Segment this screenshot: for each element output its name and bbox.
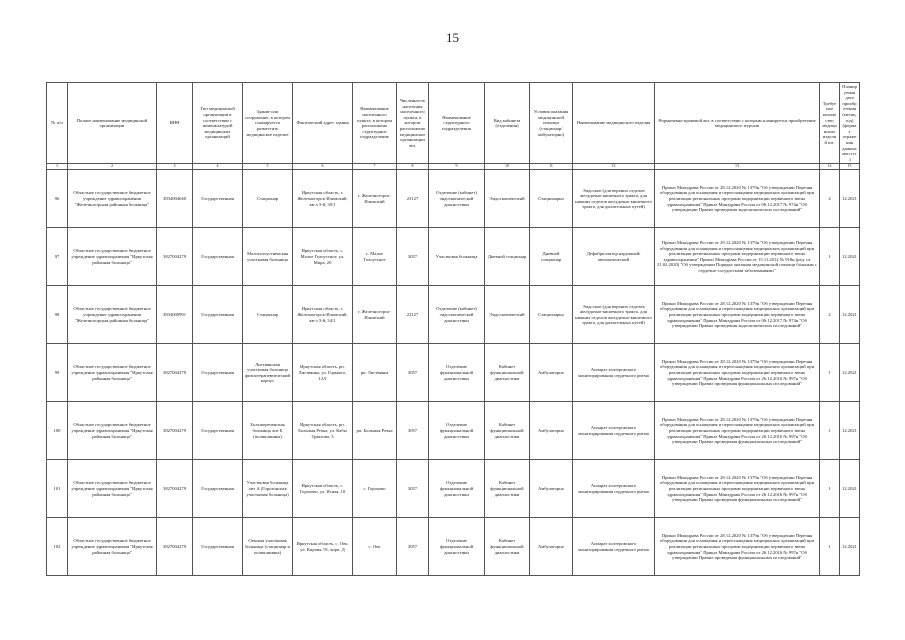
building-cell: Оекская участковая больница (стационар и поликлиника)	[243, 518, 293, 576]
purchase-date-cell: 12.2021	[840, 460, 860, 518]
quantity-cell: 1	[820, 344, 840, 402]
device-cell: Аппарат холтеровского мониторирования сердечного ритма	[573, 402, 655, 460]
row-number: 96	[47, 170, 68, 228]
row-number: 102	[47, 518, 68, 576]
header-cell: Фактический адрес здания	[293, 83, 353, 164]
column-number: 11	[530, 164, 573, 170]
column-number: 1	[47, 164, 68, 170]
column-number: 5	[243, 164, 293, 170]
purchase-date-cell: 12.2021	[840, 344, 860, 402]
device-cell: Аппарат холтеровского мониторирования сердечного ритма	[573, 518, 655, 576]
division-cell: Отделение (кабинет) эндоскопической диагностики	[429, 286, 485, 344]
cabinet-cell: Кабинет функциональной диагностики	[485, 344, 530, 402]
building-cell: Стационар	[243, 170, 293, 228]
table-body	[47, 170, 860, 576]
locality-cell: г. Железногорск-Илимский	[353, 170, 397, 228]
building-cell: Большереченская больница лит Б (поликлиника)	[243, 402, 293, 460]
organization-name: Областное государственное бюджетное учреждение здравоохранения "Иркутская районная больница"	[68, 402, 157, 460]
division-cell: Отделение (кабинет) эндоскопической диагностики	[429, 170, 485, 228]
quantity-cell: 1	[820, 228, 840, 286]
conditions-cell: Стационарно	[530, 170, 573, 228]
organization-name: Областное государственное бюджетное учреждение здравоохранения "Железногорская районная больница"	[68, 286, 157, 344]
division-cell: Участковая больница	[429, 228, 485, 286]
organization-type: Государственная	[193, 286, 243, 344]
conditions-cell: Стационарно	[530, 286, 573, 344]
legal-act-cell: Приказ Минздрава России от 28.12.2020 № 1379н "Об утверждении Перечня оборудования для оснащения и переоснащения медицинских организаций при реализации региональных программ модернизации первичного звена здравоохранения" Приказ Минздрава России от 06.12.2017 № 974н "Об утверждении Правил проведения эндоскопических исследований"	[655, 286, 820, 344]
row-number: 99	[47, 344, 68, 402]
inn-cell: 3834004040	[157, 170, 193, 228]
conditions-cell: Амбулаторно	[530, 518, 573, 576]
column-number: 4	[193, 164, 243, 170]
header-cell: Численность населения населенного пункта, в котором расположено медицинское организации чел.	[397, 83, 429, 164]
purchase-date-cell: 12.2021	[840, 402, 860, 460]
legal-act-cell: Приказ Минздрава России от 28.12.2020 № 1379н "Об утверждении Перечня оборудования для оснащения и переоснащения медицинских организаций при реализации региональных программ модернизации первичного звена здравоохранения" Приказ Минздрава России от 26.12.2016 № 997н "Об утверждении Правил проведения функциональных исследований"	[655, 402, 820, 460]
locality-cell: с. Малое Голоустное	[353, 228, 397, 286]
table-row	[47, 228, 860, 286]
cabinet-cell: Эндоскопический	[485, 286, 530, 344]
population-cell: 3057	[397, 402, 429, 460]
address-cell: Иркутская область, рп. Листвянка, ул. Горького, 12А	[293, 344, 353, 402]
address-cell: Иркутская область, г. Железногорск-Илимский, кв-л 3-й, 30/1	[293, 170, 353, 228]
conditions-cell: Амбулаторно	[530, 402, 573, 460]
conditions-cell: Амбулаторно	[530, 344, 573, 402]
header-cell: Планируемая дата приобретения (месяц, год) (формат отражения данных мм.гггг.)	[840, 83, 860, 164]
locality-cell: рп. Листвянка	[353, 344, 397, 402]
legal-act-cell: Приказ Минздрава России от 28.12.2020 № 1379н "Об утверждении Перечня оборудования для оснащения и переоснащения медицинских организаций при реализации региональных программ модернизации первичного звена здравоохранения" Приказ Минздрава России от 26.12.2016 № 997н "Об утверждении Правил проведения функциональных исследований"	[655, 460, 820, 518]
population-cell: 23127	[397, 286, 429, 344]
header-cell: Наименование структурного подразделения	[429, 83, 485, 164]
column-number: 10	[485, 164, 530, 170]
locality-cell: с. Горохово	[353, 460, 397, 518]
column-number: 14	[820, 164, 840, 170]
quantity-cell: 1	[820, 460, 840, 518]
column-number: 15	[840, 164, 860, 170]
device-cell: Эндоскоп (для верхних отделов желудочно-кишечного тракта, для нижних отделов желудочно-кишечного тракта, для дыхательных путей)	[573, 170, 655, 228]
locality-cell: с. Оек	[353, 518, 397, 576]
building-cell: Малоголоустненская участковая больница	[243, 228, 293, 286]
header-cell: Тип медицинской организации в соответствии с номенклатурой медицинских организаций	[193, 83, 243, 164]
organization-type: Государственная	[193, 228, 243, 286]
header-cell: Наименование медицинского изделия	[573, 83, 655, 164]
division-cell: Отделение функциональной диагностики	[429, 460, 485, 518]
table-row	[47, 402, 860, 460]
table-header-row	[47, 83, 860, 164]
address-cell: Иркутская область, с. Малое Голоустное, ул. Мира, 20	[293, 228, 353, 286]
header-cell: Здание или сооружение, в котором планируется разместить медицинское изделие	[243, 83, 293, 164]
inn-cell: 3827004279	[157, 344, 193, 402]
column-number: 3	[157, 164, 193, 170]
division-cell: Отделение функциональной диагностики	[429, 518, 485, 576]
purchase-date-cell: 12.2021	[840, 228, 860, 286]
inn-cell: 3827004279	[157, 228, 193, 286]
quantity-cell: 1	[820, 402, 840, 460]
legal-act-cell: Приказ Минздрава России от 28.12.2020 № 1379н "Об утверждении Перечня оборудования для оснащения и переоснащения медицинских организаций при реализации региональных программ модернизации первичного звена здравоохранения" Приказ Минздрава России от 06.12.2017 № 974н "Об утверждении Правил проведения эндоскопических исследований"	[655, 170, 820, 228]
organization-type: Государственная	[193, 170, 243, 228]
device-cell: Эндоскоп (для верхних отделов желудочно-кишечного тракта, для нижних отделов желудочно-кишечного тракта, для дыхательных путей)	[573, 286, 655, 344]
cabinet-cell: Кабинет функциональной диагностики	[485, 460, 530, 518]
row-number: 97	[47, 228, 68, 286]
legal-act-cell: Приказ Минздрава России от 28.12.2020 № 1379н "Об утверждении Перечня оборудования для оснащения и переоснащения медицинских организаций при реализации региональных программ модернизации первичного звена здравоохранения" Приказ Минздрава России от 26.12.2016 № 997н "Об утверждении Правил проведения функциональных исследований"	[655, 518, 820, 576]
cabinet-cell: Эндоскопический	[485, 170, 530, 228]
address-cell: Иркутская область, с. Оек, ул. Кирова, 91, корп. Д	[293, 518, 353, 576]
organization-type: Государственная	[193, 344, 243, 402]
equipment-table	[46, 82, 860, 576]
column-number: 7	[353, 164, 397, 170]
header-cell: Наименование населенного пункта, в котором расположено структурное подразделение	[353, 83, 397, 164]
purchase-date-cell: 12.2021	[840, 286, 860, 344]
header-cell: ИНН	[157, 83, 193, 164]
header-cell: № п/п	[47, 83, 68, 164]
purchase-date-cell: 12.2021	[840, 170, 860, 228]
column-number: 12	[573, 164, 655, 170]
quantity-cell: 1	[820, 518, 840, 576]
header-cell: Требуемое количество медицинских изделий шт.	[820, 83, 840, 164]
table-row	[47, 344, 860, 402]
inn-cell: 3827004279	[157, 460, 193, 518]
column-number: 2	[68, 164, 157, 170]
organization-name: Областное государственное бюджетное учреждение здравоохранения "Железногорская районная больница"	[68, 170, 157, 228]
organization-type: Государственная	[193, 518, 243, 576]
organization-type: Государственная	[193, 460, 243, 518]
building-cell: Листвянская участковая больница физиотерапевтический корпус	[243, 344, 293, 402]
legal-act-cell: Приказ Минздрава России от 29.12.2020 № 1379н "Об утверждении Перечня оборудования для оснащения и переоснащения медицинских организаций при реализации региональных программ модернизации первичного звена здравоохранения" Приказ Минздрава России от 15.11.2012 № 918н (ред. от 21.02.2020) "Об утверждении Порядка оказания медицинской помощи больным с сердечно-сосудистыми заболеваниями"	[655, 228, 820, 286]
device-cell: Аппарат холтеровского мониторирования сердечного ритма	[573, 460, 655, 518]
organization-type: Государственная	[193, 402, 243, 460]
population-cell: 23127	[397, 170, 429, 228]
building-cell: Стационар	[243, 286, 293, 344]
legal-act-cell: Приказ Минздрава России от 28.12.2020 № 1379н "Об утверждении Перечня оборудования для оснащения и переоснащения медицинских организаций при реализации региональных программ модернизации первичного звена здравоохранения" Приказ Минздрава России от 26.12.2016 № 997н "Об утверждении Правил проведения функциональных исследований"	[655, 344, 820, 402]
page-number: 15	[446, 30, 459, 45]
table-row	[47, 286, 860, 344]
device-cell: Аппарат холтеровского мониторирования сердечного ритма	[573, 344, 655, 402]
table-row	[47, 170, 860, 228]
table-row	[47, 460, 860, 518]
address-cell: Иркутская область, с. Горохово, ул. Ясная, 10	[293, 460, 353, 518]
address-cell: Иркутская область, рп. Большая Речка, ул. Кабы Трактова, 3	[293, 402, 353, 460]
organization-name: Областное государственное бюджетное учреждение здравоохранения "Иркутская районная больница"	[68, 460, 157, 518]
population-cell: 3057	[397, 228, 429, 286]
column-number: 6	[293, 164, 353, 170]
organization-name: Областное государственное бюджетное учреждение здравоохранения "Иркутская районная больница"	[68, 228, 157, 286]
conditions-cell: Амбулаторно	[530, 460, 573, 518]
locality-cell: г. Железногорск-Илимский	[353, 286, 397, 344]
organization-name: Областное государственное бюджетное учреждение здравоохранения "Иркутская районная больница"	[68, 344, 157, 402]
organization-name: Областное государственное бюджетное учреждение здравоохранения "Иркутская районная больница"	[68, 518, 157, 576]
row-number: 101	[47, 460, 68, 518]
address-cell: Иркутская область, г. Железногорск-Илимский, кв-л 3-й, 34/1	[293, 286, 353, 344]
cabinet-cell: Кабинет функциональной диагностики	[485, 518, 530, 576]
locality-cell: рп. Большая Речка	[353, 402, 397, 460]
header-cell: Условия оказания медицинской помощи (стационар/амбулаторно)	[530, 83, 573, 164]
division-cell: Отделение функциональной диагностики	[429, 344, 485, 402]
inn-cell: 3827004279	[157, 402, 193, 460]
conditions-cell: Дневной стационар	[530, 228, 573, 286]
inn-cell: 3834000991	[157, 286, 193, 344]
column-number: 13	[655, 164, 820, 170]
population-cell: 3057	[397, 460, 429, 518]
column-number: 9	[429, 164, 485, 170]
quantity-cell: 2	[820, 286, 840, 344]
division-cell: Отделение функциональной диагностики	[429, 402, 485, 460]
population-cell: 3057	[397, 518, 429, 576]
population-cell: 3057	[397, 344, 429, 402]
purchase-date-cell: 12.2021	[840, 518, 860, 576]
header-cell: Вид кабинета (отделения)	[485, 83, 530, 164]
row-number: 98	[47, 286, 68, 344]
cabinet-cell: Дневной стационар	[485, 228, 530, 286]
quantity-cell: 4	[820, 170, 840, 228]
row-number: 100	[47, 402, 68, 460]
device-cell: Дефибриллятор наружный/автоматический	[573, 228, 655, 286]
column-number: 8	[397, 164, 429, 170]
header-cell: Полное наименование медицинской организации	[68, 83, 157, 164]
header-cell: Нормативно-правовой акт, в соответствии с которым планируется приобретение медицинского изделия	[655, 83, 820, 164]
building-cell: Участковая больница лит А (Горохонская участковая больница)	[243, 460, 293, 518]
table-row	[47, 518, 860, 576]
cabinet-cell: Кабинет функциональной диагностики	[485, 402, 530, 460]
inn-cell: 3827004279	[157, 518, 193, 576]
